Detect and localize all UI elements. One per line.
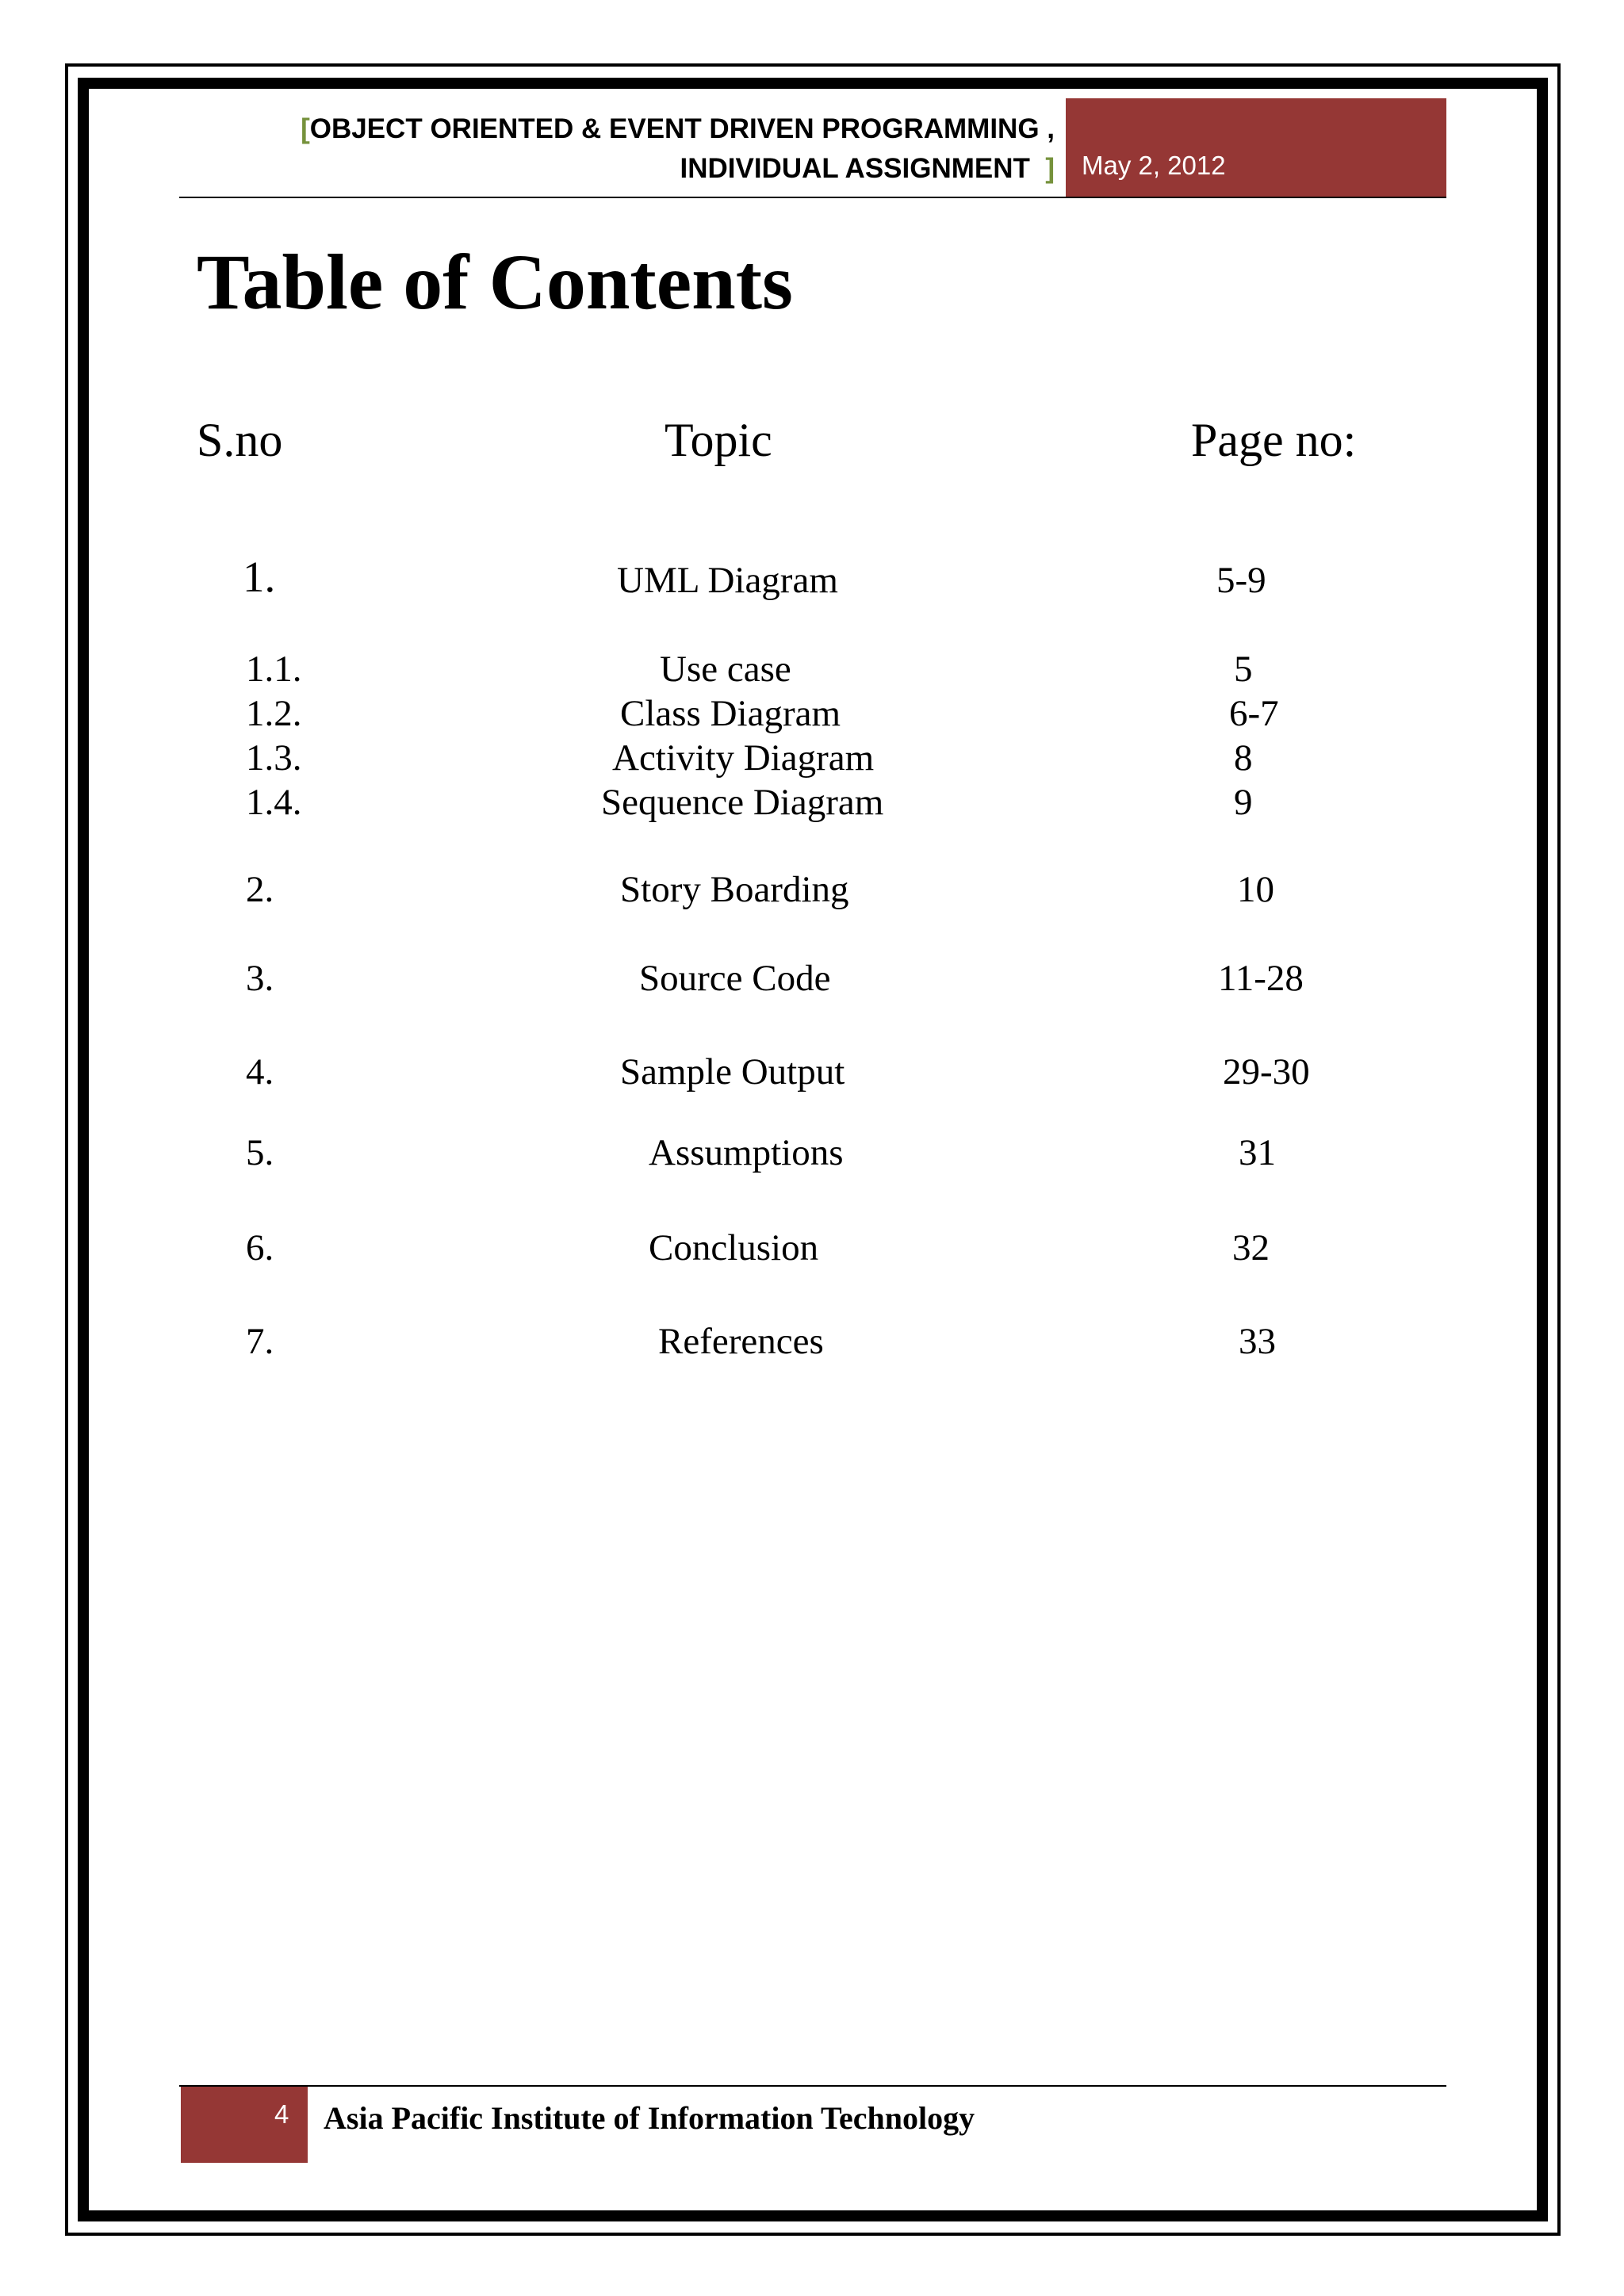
column-header-sno: S.no xyxy=(197,414,283,466)
toc-page: 10 xyxy=(1237,869,1274,910)
toc-topic: Sample Output xyxy=(620,1051,845,1093)
toc-sno: 7. xyxy=(246,1321,274,1362)
header-title-line1 xyxy=(182,109,1055,149)
toc-topic: Source Code xyxy=(639,958,831,999)
header-date-box xyxy=(1066,98,1446,198)
page-title: Table of Contents xyxy=(197,238,793,326)
footer-rule xyxy=(179,2085,1446,2087)
toc-page: 6-7 xyxy=(1229,693,1279,734)
toc-sno: 5. xyxy=(246,1132,274,1173)
toc-topic: References xyxy=(658,1321,824,1362)
header-bracket-close: ] xyxy=(1045,153,1055,184)
toc-sno: 1. xyxy=(243,553,276,601)
header-title xyxy=(182,109,1055,189)
toc-sno: 3. xyxy=(246,958,274,999)
header-date: May 2, 2012 xyxy=(1082,151,1226,180)
column-header-page: Page no: xyxy=(1191,414,1357,466)
toc-page: 11-28 xyxy=(1218,958,1304,999)
toc-topic: Story Boarding xyxy=(620,869,849,910)
header-title-text2: INDIVIDUAL ASSIGNMENT xyxy=(680,153,1030,184)
toc-page: 9 xyxy=(1234,782,1253,823)
toc-topic: Activity Diagram xyxy=(612,737,875,779)
header-title-text1: OBJECT ORIENTED & EVENT DRIVEN PROGRAMMING , xyxy=(309,113,1055,144)
toc-page: 8 xyxy=(1234,737,1253,779)
toc-sno: 4. xyxy=(246,1051,274,1093)
column-header-topic: Topic xyxy=(665,414,772,466)
toc-topic: Conclusion xyxy=(649,1227,819,1269)
toc-sno: 6. xyxy=(246,1227,274,1269)
toc-topic: Use case xyxy=(660,649,791,690)
toc-page: 31 xyxy=(1239,1132,1276,1173)
toc-sno: 1.1. xyxy=(246,649,302,690)
toc-page: 29-30 xyxy=(1223,1051,1310,1093)
toc-sno: 2. xyxy=(246,869,274,910)
toc-topic: UML Diagram xyxy=(617,560,838,601)
toc-topic: Sequence Diagram xyxy=(601,782,884,823)
toc-page: 32 xyxy=(1232,1227,1270,1269)
toc-page: 5-9 xyxy=(1216,560,1266,601)
toc-sno: 1.4. xyxy=(246,782,302,823)
toc-topic: Class Diagram xyxy=(620,693,841,734)
toc-topic: Assumptions xyxy=(649,1132,844,1173)
footer-page-number: 4 xyxy=(274,2099,289,2129)
toc-sno: 1.3. xyxy=(246,737,302,779)
header-rule xyxy=(179,197,1446,198)
footer-institute-name: Asia Pacific Institute of Information Technology xyxy=(324,2100,975,2136)
header-title-line2 xyxy=(182,149,1055,189)
header-bracket-open: [ xyxy=(301,113,310,144)
toc-page: 5 xyxy=(1234,649,1253,690)
toc-page: 33 xyxy=(1239,1321,1276,1362)
toc-sno: 1.2. xyxy=(246,693,302,734)
